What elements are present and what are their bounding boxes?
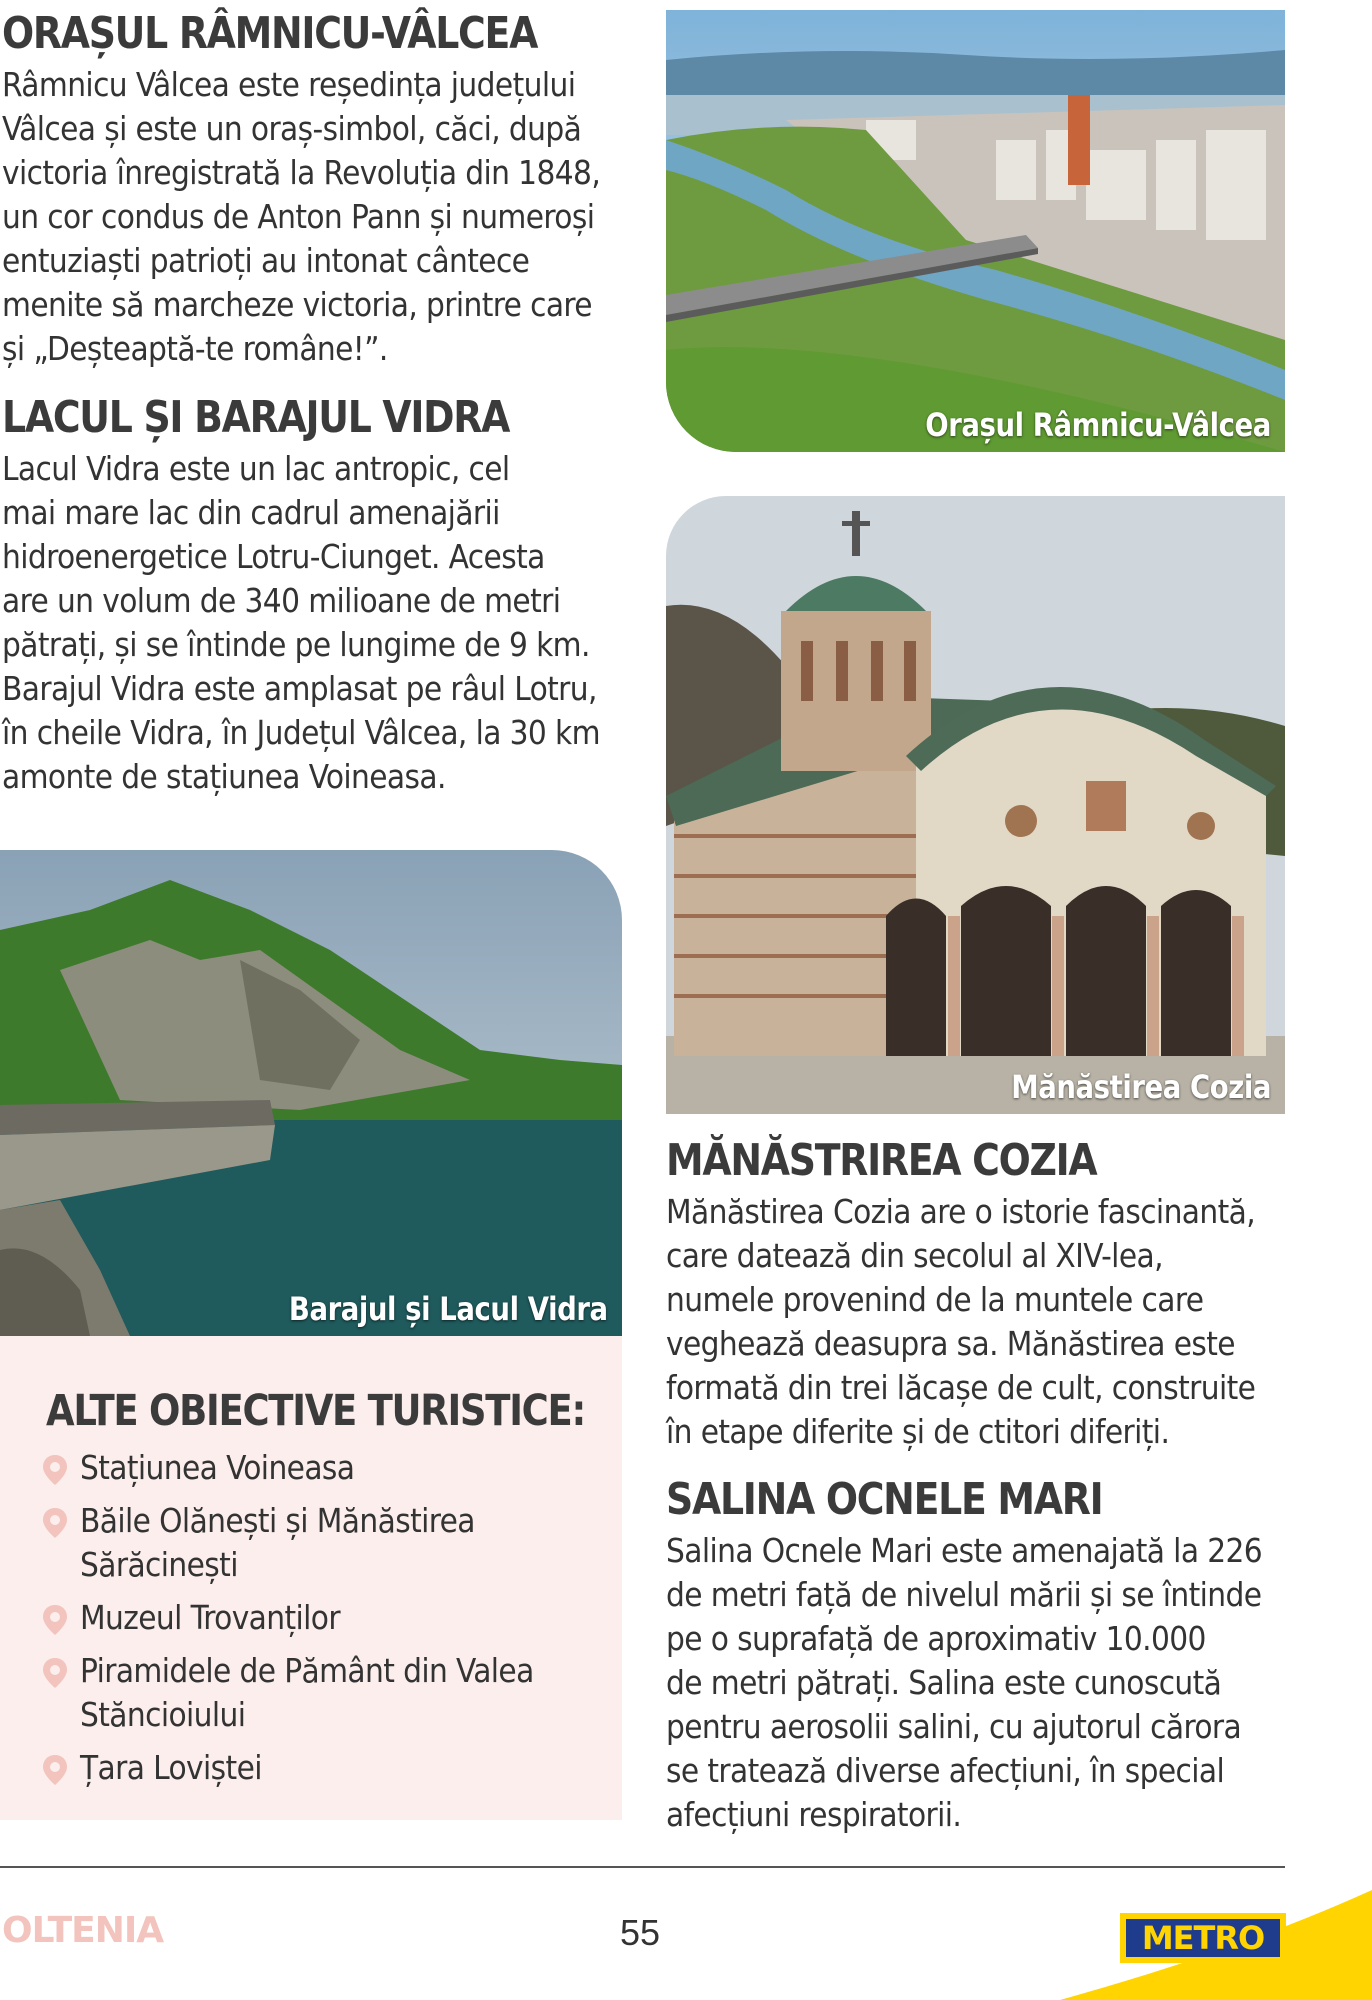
section-ramnicu xyxy=(2,8,622,371)
list-item xyxy=(34,1649,614,1737)
section-title: ORAȘUL RÂMNICU-VÂLCEA xyxy=(2,8,538,59)
other-sights-title: ALTE OBIECTIVE TURISTICE: xyxy=(46,1386,585,1436)
paragraph-line: Râmnicu Vâlcea este reședința județului xyxy=(2,65,576,104)
paragraph-line: menite să marcheze victoria, printre care xyxy=(2,285,592,324)
metro-logo-text: METRO xyxy=(1126,1919,1280,1957)
paragraph-line: și „Deșteaptă-te române!”. xyxy=(2,329,388,368)
paragraph-line: pe o suprafață de aproximativ 10.000 xyxy=(666,1619,1206,1658)
paragraph-line: veghează deasupra sa. Mănăstirea este xyxy=(666,1324,1235,1363)
footer-divider xyxy=(0,1866,1285,1868)
photo-caption: Orașul Râmnicu-Vâlcea xyxy=(925,406,1271,444)
section-cozia xyxy=(666,1135,1306,1454)
paragraph-line: de metri pătrați. Salina este cunoscută xyxy=(666,1663,1222,1702)
paragraph-line: amonte de stațiunea Voineasa. xyxy=(2,757,446,796)
paragraph-line: în cheile Vidra, în Județul Vâlcea, la 30 km xyxy=(2,713,600,752)
list-item-text: Piramidele de Pământ din Valea xyxy=(80,1651,534,1690)
paragraph-line: mai mare lac din cadrul amenajării xyxy=(2,493,500,532)
paragraph-line: afecțiuni respiratorii. xyxy=(666,1795,962,1834)
map-pin-icon xyxy=(42,1657,68,1689)
paragraph-line: numele provenind de la muntele care xyxy=(666,1280,1204,1319)
paragraph-line: în etape diferite și de ctitori diferiți. xyxy=(666,1412,1170,1451)
map-pin-icon xyxy=(42,1604,68,1636)
list-item-text: Băile Olănești și Mănăstirea xyxy=(80,1501,475,1540)
map-pin-icon xyxy=(42,1507,68,1539)
list-item xyxy=(34,1499,614,1587)
map-pin-icon xyxy=(42,1754,68,1786)
section-salina xyxy=(666,1474,1306,1837)
monastery-photo xyxy=(666,496,1285,1114)
city-illustration xyxy=(666,10,1285,452)
lake-illustration xyxy=(0,850,622,1336)
metro-logo xyxy=(1120,1913,1286,1963)
list-item xyxy=(34,1446,614,1490)
section-title: SALINA OCNELE MARI xyxy=(666,1474,1103,1525)
lake-photo xyxy=(0,850,622,1336)
paragraph-line: hidroenergetice Lotru-Ciunget. Acesta xyxy=(2,537,545,576)
paragraph-line: Salina Ocnele Mari este amenajată la 226 xyxy=(666,1531,1263,1570)
list-item-text: Țara Loviștei xyxy=(80,1748,262,1787)
section-title: MĂNĂSTRIREA COZIA xyxy=(666,1135,1097,1186)
paragraph-line: pătrați, și se întinde pe lungime de 9 km. xyxy=(2,625,590,664)
city-photo xyxy=(666,10,1285,452)
paragraph-line: entuziaști patrioți au intonat cântece xyxy=(2,241,530,280)
paragraph-line: se tratează diverse afecțiuni, în special xyxy=(666,1751,1225,1790)
paragraph-line: victoria înregistrată la Revoluția din 1848, xyxy=(2,153,601,192)
section-vidra xyxy=(2,392,622,799)
list-item-text: Sărăcinești xyxy=(80,1545,238,1584)
list-item-text: Muzeul Trovanților xyxy=(80,1598,340,1637)
paragraph-line: Lacul Vidra este un lac antropic, cel xyxy=(2,449,510,488)
paragraph-line: Mănăstirea Cozia are o istorie fascinantă, xyxy=(666,1192,1256,1231)
photo-caption: Mănăstirea Cozia xyxy=(1011,1068,1271,1106)
list-item-text: Stăncioiului xyxy=(80,1695,246,1734)
paragraph-line: formată din trei lăcașe de cult, construite xyxy=(666,1368,1256,1407)
paragraph-line: Vâlcea și este un oraș-simbol, căci, după xyxy=(2,109,582,148)
paragraph-line: are un volum de 340 milioane de metri xyxy=(2,581,561,620)
page-number: 55 xyxy=(620,1912,661,1953)
paragraph-line: Barajul Vidra este amplasat pe râul Lotru, xyxy=(2,669,597,708)
paragraph-line: care datează din secolul al XIV-lea, xyxy=(666,1236,1163,1275)
monastery-illustration xyxy=(666,496,1285,1114)
list-item-text: Stațiunea Voineasa xyxy=(80,1448,355,1487)
section-title: LACUL ȘI BARAJUL VIDRA xyxy=(2,392,510,443)
paragraph-line: pentru aerosolii salini, cu ajutorul cărora xyxy=(666,1707,1242,1746)
paragraph-line: de metri față de nivelul mării și se întinde xyxy=(666,1575,1262,1614)
list-item xyxy=(34,1596,614,1640)
paragraph-line: un cor condus de Anton Pann și numeroși xyxy=(2,197,595,236)
other-sights-list xyxy=(34,1446,614,1799)
photo-caption: Barajul și Lacul Vidra xyxy=(289,1290,608,1328)
footer-region: OLTENIA xyxy=(2,1910,164,1951)
list-item xyxy=(34,1746,614,1790)
other-sights-box xyxy=(0,1336,622,1820)
map-pin-icon xyxy=(42,1454,68,1486)
